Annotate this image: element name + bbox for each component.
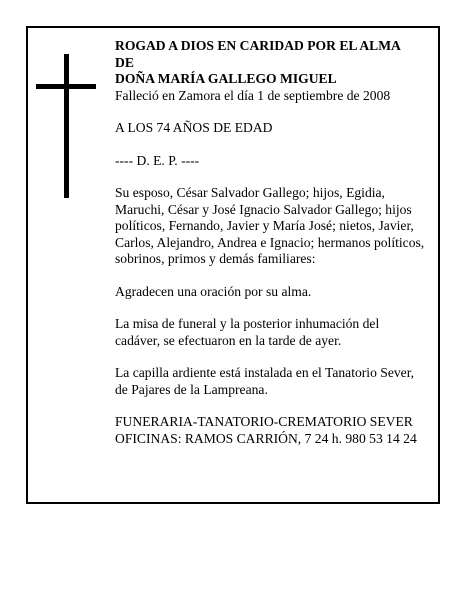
chapel-paragraph: La capilla ardiente está instalada en el Tanatorio Sever, de Pajares de la Lampreana.: [115, 365, 415, 397]
cross-icon: [36, 54, 96, 198]
header-line-1: ROGAD A DIOS EN CARIDAD POR EL ALMA: [115, 38, 401, 53]
death-info: Falleció en Zamora el día 1 de septiembre de 2008: [115, 87, 391, 103]
gratitude-line: Agradecen una oración por su alma.: [115, 283, 312, 299]
family-paragraph: Su esposo, César Salvador Gallego; hijos, Egidia, Maruchi, César y José Ignacio Salvador Gallego; hijos políticos, Fernando, Javier y María José; nietos, Javier, Carlos, Alejandro, Andrea e Ignacio; hermanos políticos, sobrinos, primos y demás familiares:: [115, 185, 425, 266]
footer-line-2: OFICINAS: RAMOS CARRIÓN, 7 24 h. 980 53 14 24: [115, 430, 417, 446]
deceased-name: DOÑA MARÍA GALLEGO MIGUEL: [115, 71, 337, 86]
cross-horizontal-bar: [36, 84, 96, 89]
age-line: A LOS 74 AÑOS DE EDAD: [115, 120, 273, 135]
rip-line: ---- D. E. P. ----: [115, 152, 200, 168]
mass-paragraph: La misa de funeral y la posterior inhumación del cadáver, se efectuaron en la tarde de ayer.: [115, 316, 380, 348]
cross-vertical-bar: [64, 54, 69, 198]
obituary-text: [115, 38, 425, 447]
header-line-2: DE: [115, 54, 134, 70]
footer-line-1: FUNERARIA-TANATORIO-CREMATORIO SEVER: [115, 414, 413, 429]
